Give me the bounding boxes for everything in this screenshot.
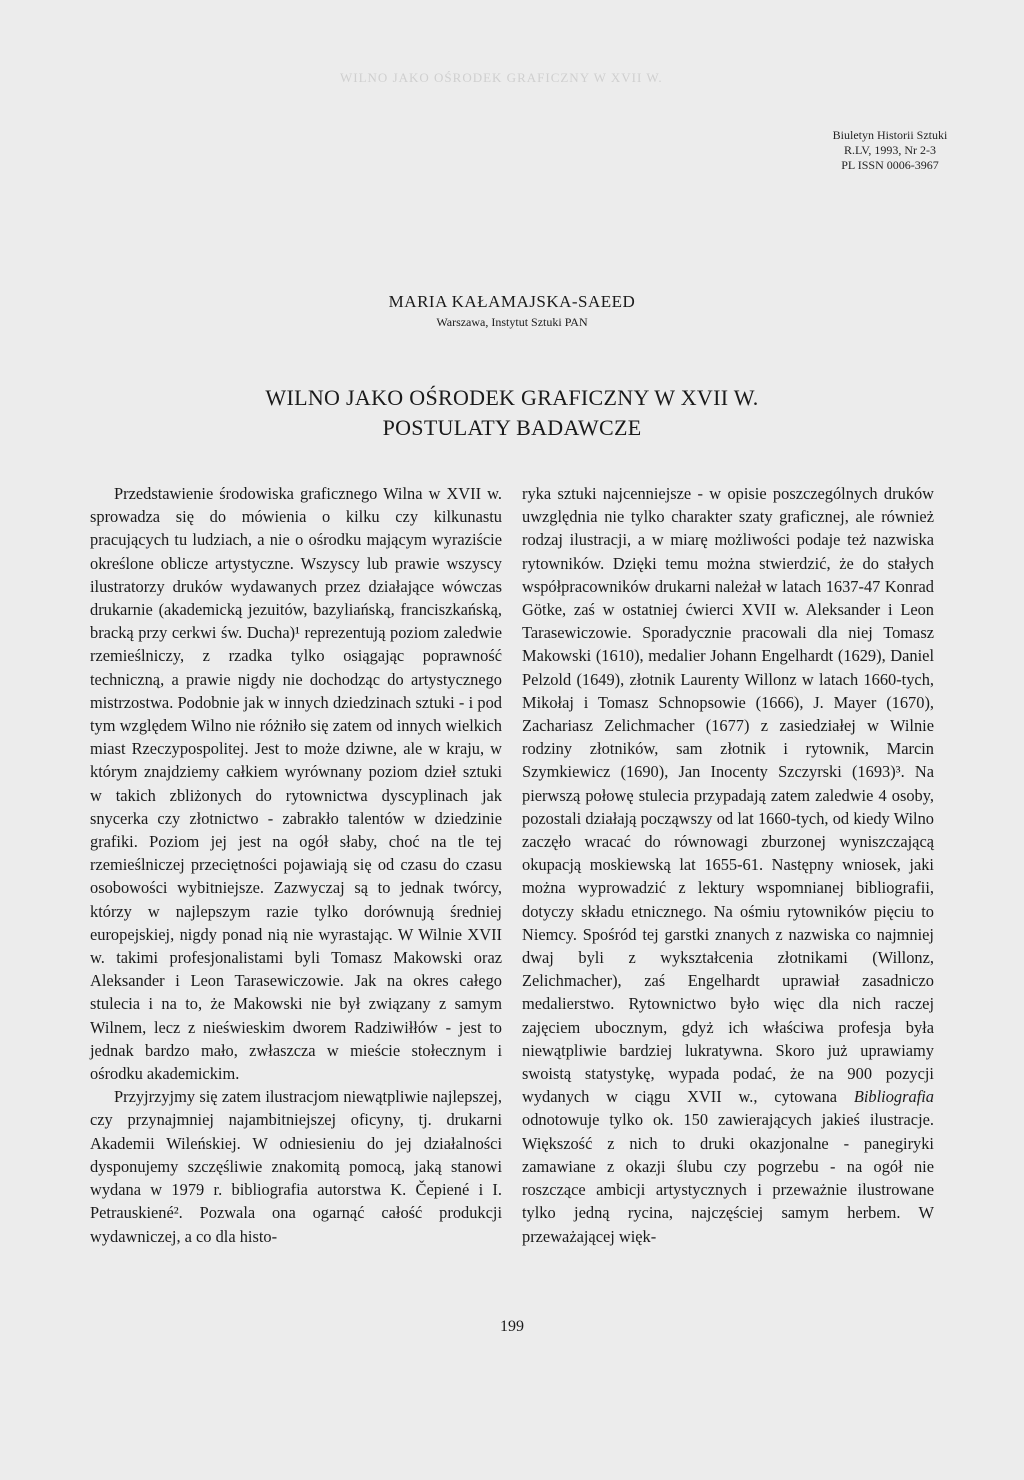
article-title [0,383,1024,443]
journal-volume: R.LV, 1993, Nr 2-3 [843,143,936,157]
author-affiliation: Warszawa, Instytut Sztuki PAN [436,315,588,329]
bibliografia-italic: Bibliografia [853,1087,934,1107]
journal-title: Biuletyn Historii Sztuki [832,128,948,142]
title-line-2: POSTULATY BADAWCZE [382,415,642,440]
journal-issn: PL ISSN 0006-3967 [841,158,939,172]
paragraph-1: Przedstawienie środowiska graficznego Wilna w XVII w. sprowadza się do mówienia o kilku czy kilkunastu pracujących tu ludziach, a nie o ośrodku mającym wyraziście określone oblicze artystyczne. Wszyscy lub prawie wszyscy ilustratorzy druków wydawanych przez działające wówczas drukarnie (akademicką jezuitów, bazyliańską, franciszkańską, bracką przy cerkwi św. Ducha)¹ reprezentują poziom zaledwie rzemieślniczy, z rzadka tylko osiągając poprawność techniczną, a prawie nigdy nie dochodząc do artystycznego mistrzostwa. Podobnie jak w innych dziedzinach sztuki - i pod tym względem Wilno nie różniło się zatem od innych wielkich miast Rzeczypospolitej. Jest to może dziwne, ale w kraju, w którym znajdziemy całkiem wyrównany poziom dzieł sztuki w takich zbliżonych do rytownictwa dyscyplinach jak snycerka czy złotnictwo - zabrakło talentów w dziedzinie grafiki. Poziom jej jest na ogół słaby, choć na tle tej rzemieślniczej przeciętności pojawiają się od czasu do czasu osobowości wybitniejsze. Zazwyczaj są to jednak twórcy, którzy w najlepszym razie tylko dorównują średniej europejskiej, nigdy ponad nią nie wyrastając. W Wilnie XVII w. takimi profesjonalistami byli Tomasz Makowski oraz Aleksander i Leon Tarasewiczowie. Jak na okres całego stulecia i na to, że Makowski nie był związany z samym Wilnem, lecz z nieświeskim dworem Radziwiłłów - jest to jednak bardzo mało, zwłaszcza w mieście stołecznym i ośrodku akademickim. [90,484,502,1084]
body-column-left [90,482,502,1248]
journal-header [810,128,970,173]
paragraph-text-b: odnotowuje tylko ok. 150 zawierających jakieś ilustracje. Większość z nich to druki okazjonalne - panegiryki zamawiane z okazji ślubu czy pogrzebu - na ogół nie roszczące ambicji artystycznych i przeważnie ilustrowane tylko jedną rycina, najczęściej samym herbem. W przeważającej więk- [522,1110,934,1246]
title-line-1: WILNO JAKO OŚRODEK GRAFICZNY W XVII W. [265,385,759,410]
paragraph-2-continued [522,482,934,1248]
bleed-through-text: WILNO JAKO OŚRODEK GRAFICZNY W XVII W. [340,70,663,84]
body-column-right [522,482,934,1248]
page-number: 199 [500,1318,524,1335]
author-name: MARIA KAŁAMAJSKA-SAEED [388,292,636,311]
paragraph-text-a: ryka sztuki najcenniejsze - w opisie poszczególnych druków uwzględnia nie tylko charakter szaty graficznej, ale również rodzaj ilustracji, a w miarę możliwości podaje też nazwiska rytowników. Dzięki temu można stwierdzić, że do stałych współpracowników drukarni należał w latach 1637-47 Konrad Götke, zaś w ostatniej ćwierci XVII w. Aleksander i Leon Tarasewiczowie. Sporadycznie pracowali dla niej Tomasz Makowski (1610), medalier Johann Engelhardt (1629), Daniel Pelzold (1649), złotnik Laurenty Willonz w latach 1660-tych, Mikołaj i Tomasz Schnopsowie (1666), J. Mayer (1670), Zachariasz Zelichmacher (1677) z zasiedziałej w Wilnie rodziny złotników, sam złotnik i rytownik, Marcin Szymkiewicz (1690), Jan Inocenty Szczyrski (1693)³. Na pierwszą połowę stulecia przypadają zatem zaledwie 4 osoby, pozostali działają począwszy od lat 1660-tych, od kiedy Wilno zaczęło wracać do równowagi zburzonej wyniszczającą okupacją moskiewską lat 1655-61. Następny wniosek, jaki można wyprowadzić z lektury wspomnianej bibliografii, dotyczy składu etnicznego. Na ośmiu rytowników pięciu to Niemcy. Spośród tej garstki znanych z nazwiska co najmniej dwaj byli z wykształcenia złotnikami (Willonz, Zelichmacher), zaś Engelhardt uprawiał zasadniczo medalierstwo. Rytownictwo było więc dla nich raczej zajęciem ubocznym, gdyż ich właściwa profesja była niewątpliwie bardziej lukratywna. Skoro już uprawiamy swoistą statystykę, wypada podać, że na 900 pozycji wydanych w ciągu XVII w., cytowana [522,484,934,1107]
paragraph-2: Przyjrzyjmy się zatem ilustracjom niewątpliwie najlepszej, czy przynajmniej najambitniejszej oficyny, tj. drukarni Akademii Wileńskiej. W odniesieniu do jej działalności dysponujemy szczęśliwie znakomitą pomocą, jaką stanowi wydana w 1979 r. bibliografia autorstwa K. Čepiené i I. Petrauskiené². Pozwala ona ogarnąć całość produkcji wydawniczej, a co dla histo- [90,1087,502,1246]
